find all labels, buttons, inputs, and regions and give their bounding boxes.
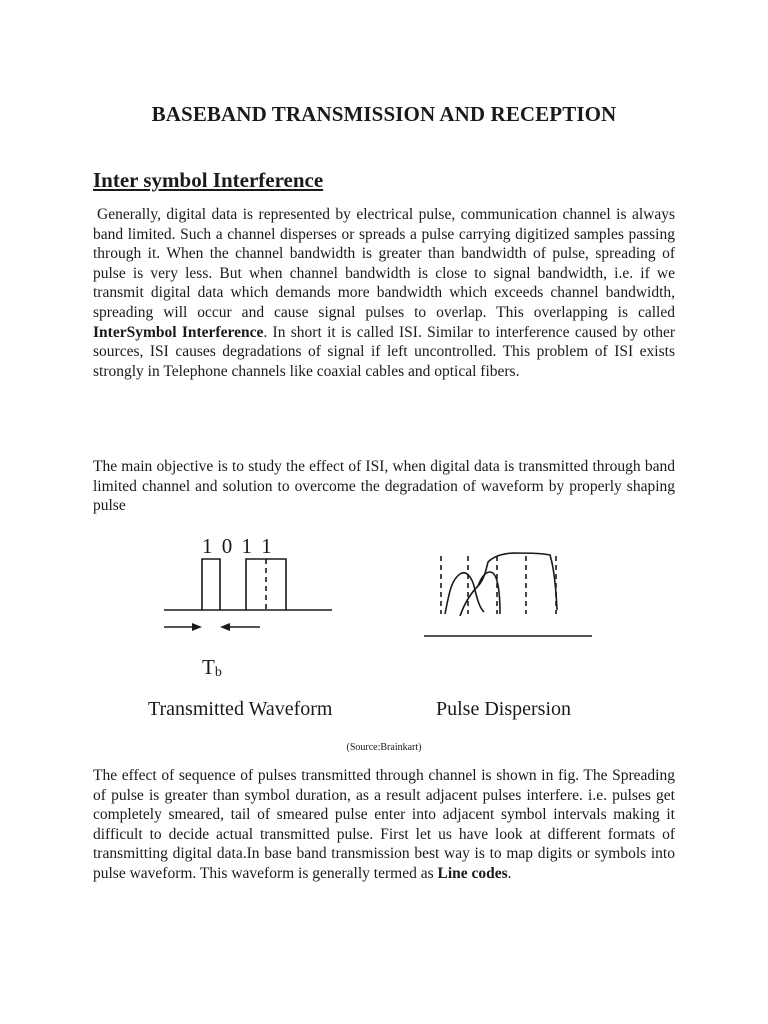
paragraph-text: . In short it is called ISI. Similar to interference caused by other sources, ISI causes degradations of signal if left uncontrolled. This problem of ISI exists strongly in Telephone channels like coaxial cables and optical fibers. [93, 323, 675, 380]
paragraph-text: Generally, digital data is represented by electrical pulse, communication channel is always band limited. Such a channel disperses or spreads a pulse carrying digitized samples passing through it. When the channel bandwidth is greater than bandwidth of pulse, spreading of pulse is very less. But when channel bandwidth is close to signal bandwidth, i.e. if we transmit digital data which demands more bandwidth which exceeds channel bandwidth, spreading will occur and cause signal pulses to overlap. This overlapping is called [93, 206, 675, 321]
paragraph-objective: The main objective is to study the effect of ISI, when digital data is transmitted through band limited channel and solution to overcome the degradation of waveform by properly shaping pulse [93, 458, 675, 515]
pulse-rect [202, 559, 220, 610]
bold-term-isi: InterSymbol Interference [93, 323, 264, 341]
pulse-rect [246, 559, 286, 610]
smeared-pulse-curve [488, 553, 557, 610]
bit-sequence-label: 1 0 1 1 [202, 534, 274, 558]
paragraph-isi-definition [93, 205, 675, 381]
paragraph-line-codes [93, 766, 675, 884]
pulse-dispersion-caption: Pulse Dispersion [436, 698, 571, 720]
paragraph-text: . [507, 864, 512, 882]
page-title: BASEBAND TRANSMISSION AND RECEPTION [151, 102, 617, 126]
arrow-right-icon [192, 623, 202, 631]
isi-diagram [140, 528, 620, 728]
transmitted-waveform-caption: Transmitted Waveform [148, 698, 333, 720]
smeared-pulse-curve [445, 573, 484, 614]
bit-duration-label: Tb [202, 655, 222, 680]
arrow-left-icon [220, 623, 230, 631]
isi-figure [140, 528, 620, 728]
paragraph-text: The effect of sequence of pulses transmitted through channel is shown in fig. The Spreading of pulse is greater than symbol duration, as a result adjacent pulses interfere. i.e. pulses get completely smeared, tail of smeared pulse enter into adjacent symbol intervals making it difficult to decide actual transmitted pulse. First let us have look at different formats of transmitting digital data.In base band transmission best way is to map digits or symbols into pulse waveform. This waveform is generally termed as [93, 767, 675, 882]
bold-term-line-codes: Line codes [437, 864, 508, 882]
figure-source-caption: (Source:Brainkart) [346, 742, 422, 753]
section-heading: Inter symbol Interference [93, 168, 324, 192]
